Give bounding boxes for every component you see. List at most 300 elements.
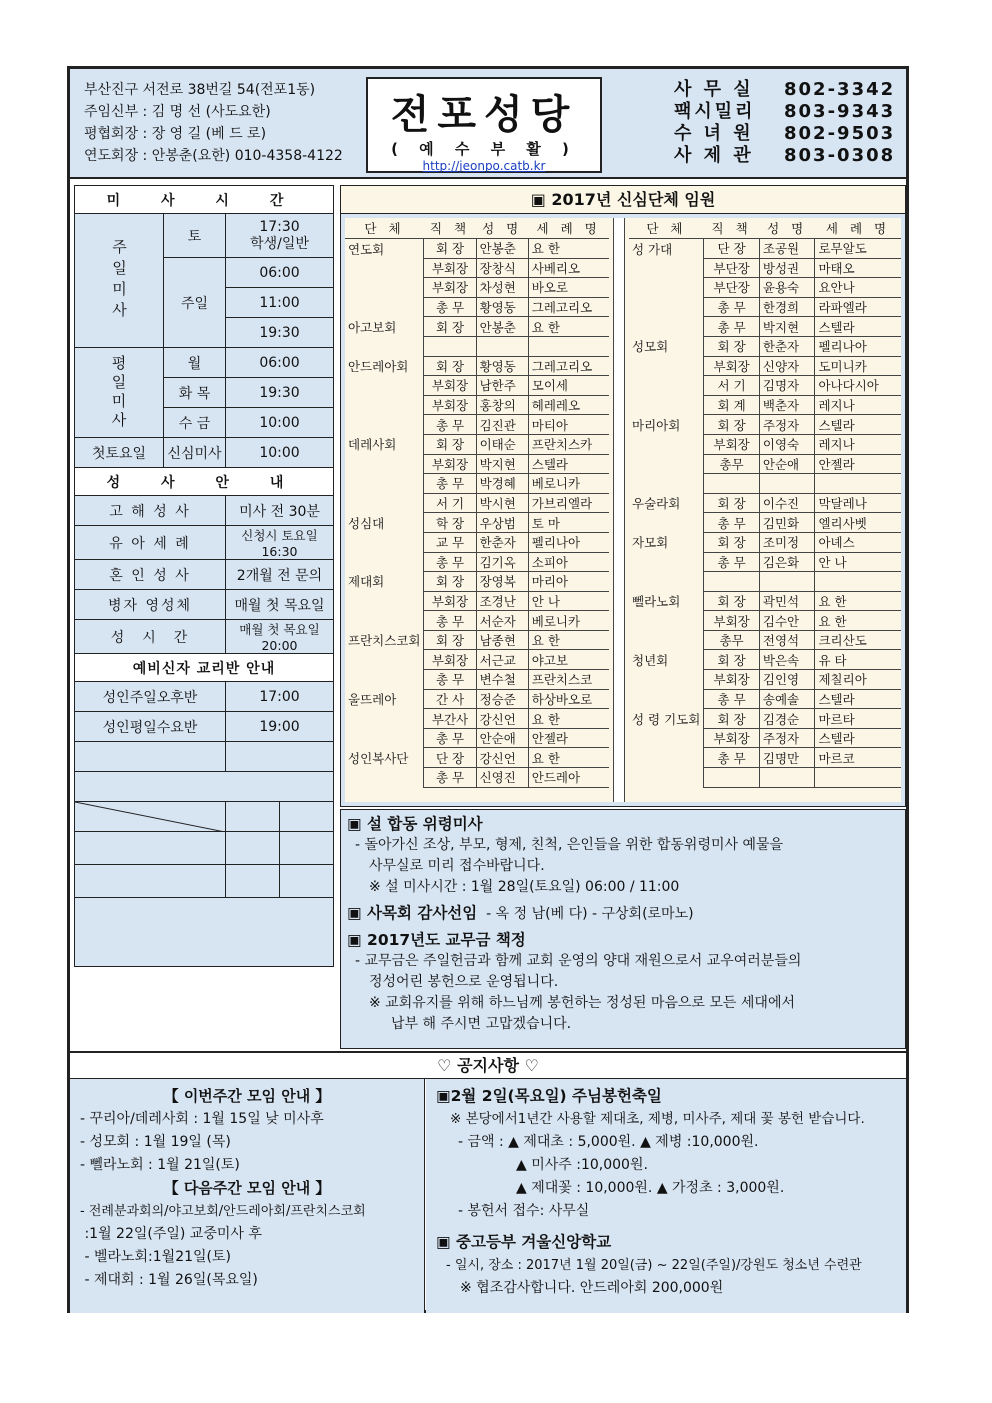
officer-baptismal-name: 스텔라 <box>815 689 901 709</box>
officer-row <box>345 591 609 611</box>
sacrament-name: 병자 영성체 <box>75 590 226 620</box>
empty-cell <box>75 832 226 865</box>
event-text: ▲ 제대꽃 : 10,000원. ▲ 가정초 : 3,000원. <box>516 1180 785 1196</box>
officer-row <box>629 532 901 552</box>
officer-baptismal-name: 요 한 <box>528 317 609 337</box>
weekday-time: 06:00 <box>226 348 334 378</box>
officer-position: 총 무 <box>424 474 476 494</box>
catechumen-title: 예비신자 교리반 안내 <box>75 654 334 682</box>
event-text: - 봉헌서 접수: 사무실 <box>458 1203 590 1219</box>
empty-cell <box>75 772 334 802</box>
officer-name: 남한주 <box>476 376 528 396</box>
officer-row <box>345 709 609 729</box>
officer-group: 성 가대 <box>632 241 673 257</box>
officer-row <box>345 434 609 454</box>
officer-baptismal-name: 프란치스카 <box>528 434 609 454</box>
officer-name: 조공원 <box>759 239 815 259</box>
empty-cell <box>226 742 334 772</box>
officer-baptismal-name: 사베리오 <box>528 258 609 278</box>
contact-row: 수 녀 원 802-9503 <box>674 123 896 144</box>
officer-row <box>345 532 609 552</box>
officer-row <box>629 434 901 454</box>
officer-position: 총 무 <box>704 297 760 317</box>
event-text: ▲ 미사주 :10,000원. <box>516 1157 648 1173</box>
weekday-day: 수 금 <box>164 408 226 438</box>
officer-group <box>345 376 424 396</box>
liturgical-season: ( 예 수 부 활 ) <box>391 140 577 158</box>
officer-group: 제대회 <box>348 574 385 590</box>
officer-position: 부단장 <box>704 278 760 298</box>
officer-baptismal-name: 안젤라 <box>815 454 901 474</box>
officer-position: 회 장 <box>704 709 760 729</box>
officer-position: 부회장 <box>704 434 760 454</box>
mass-title: 미 사 시 간 <box>75 186 334 214</box>
officer-baptismal-name: 제칠리아 <box>815 670 901 690</box>
officer-name: 차성현 <box>476 278 528 298</box>
officer-row <box>345 513 609 533</box>
header-position: 직 책 <box>704 218 760 239</box>
officer-group: 우술라회 <box>632 496 681 512</box>
sun-time: 19:30 <box>226 318 334 348</box>
header-baptismal: 세 례 명 <box>815 218 901 239</box>
officer-group <box>345 728 424 748</box>
officer-row <box>629 297 901 317</box>
officer-position: 총무 <box>704 630 760 650</box>
officer-group <box>629 572 704 592</box>
officer-name: 곽민석 <box>759 591 815 611</box>
officer-baptismal-name: 스텔라 <box>815 728 901 748</box>
officer-baptismal-name: 그레고리오 <box>528 297 609 317</box>
events-panel <box>426 1079 906 1313</box>
officer-baptismal-name: 안 나 <box>815 552 901 572</box>
officer-name: 김명만 <box>759 748 815 768</box>
weekday-day: 월 <box>164 348 226 378</box>
officer-position: 회 장 <box>424 356 476 376</box>
officer-row <box>629 768 901 788</box>
weekday-mass-label: 평일미사 <box>75 348 164 438</box>
officer-group <box>629 297 704 317</box>
officer-group <box>629 317 704 337</box>
officer-baptismal-name <box>815 474 901 494</box>
officers-table-right <box>629 218 901 788</box>
officer-name: 김경순 <box>759 709 815 729</box>
bulletin-page <box>67 66 909 1313</box>
parish-url-link[interactable]: http://jeonpo.catb.kr <box>422 159 546 173</box>
officer-position: 부회장 <box>704 356 760 376</box>
officer-row <box>345 611 609 631</box>
officer-baptismal-name: 요 한 <box>815 611 901 631</box>
officer-row <box>345 278 609 298</box>
officer-position: 학 장 <box>424 513 476 533</box>
officer-name: 안봉춘 <box>476 239 528 259</box>
notices-panel <box>340 809 906 1049</box>
announcements-title: ♡ 공지사항 ♡ <box>70 1051 906 1079</box>
officer-group: 마리아회 <box>632 417 681 433</box>
officer-row <box>629 552 901 572</box>
officer-name: 방성권 <box>759 258 815 278</box>
officer-baptismal-name: 요안나 <box>815 278 901 298</box>
officer-position <box>704 768 760 788</box>
officer-name: 주정자 <box>759 415 815 435</box>
sacrament-name: 혼 인 성 사 <box>75 560 226 590</box>
first-sat-mass: 신심미사 <box>164 438 226 468</box>
officer-position <box>424 336 476 356</box>
officer-group <box>345 278 424 298</box>
address: 부산진구 서전로 38번길 54(전포1동) <box>84 82 316 98</box>
notice-text: - 돌아가신 조상, 부모, 형제, 친척, 은인들을 위한 합동위령미사 예물을 <box>355 837 784 853</box>
officer-group: 성인복사단 <box>348 750 409 766</box>
officer-name: 안순애 <box>759 454 815 474</box>
parish-info <box>70 69 360 177</box>
sacrament-info: 매월 첫 목요일 <box>226 590 334 620</box>
officer-baptismal-name: 안 나 <box>528 591 609 611</box>
officer-position <box>704 474 760 494</box>
dues-heading: ▣ 2017년도 교무금 책정 <box>347 931 526 949</box>
meetings-panel <box>70 1079 425 1313</box>
empty-cell <box>279 802 333 832</box>
officer-group: 청년회 <box>632 652 669 668</box>
officer-group: 뻴라노회 <box>632 593 681 609</box>
parish-title: 전포성당 <box>390 91 578 138</box>
officer-group <box>345 591 424 611</box>
officer-position: 부회장 <box>704 728 760 748</box>
officer-row <box>345 552 609 572</box>
officer-group <box>629 278 704 298</box>
pastor: 주임신부 : 김 명 선 (사도요한) <box>84 104 271 120</box>
left-column <box>74 185 334 967</box>
officer-name: 우상범 <box>476 513 528 533</box>
officer-baptismal-name: 요 한 <box>528 748 609 768</box>
officer-group <box>345 297 424 317</box>
notice-text: ※ 설 미사시간 : 1월 28일(토요일) 06:00 / 11:00 <box>369 879 680 895</box>
sacrament-name: 고 해 성 사 <box>75 496 226 526</box>
officer-name <box>476 336 528 356</box>
officer-position: 총 무 <box>424 728 476 748</box>
officer-position: 총 무 <box>704 748 760 768</box>
officer-row <box>345 650 609 670</box>
officer-position: 회 장 <box>424 317 476 337</box>
officer-group <box>629 258 704 278</box>
officer-row <box>345 670 609 690</box>
officer-baptismal-name: 프란치스코 <box>528 670 609 690</box>
officer-row <box>345 493 609 513</box>
officer-baptismal-name: 베로니카 <box>528 474 609 494</box>
officer-name: 안봉춘 <box>476 317 528 337</box>
officer-position: 부회장 <box>424 376 476 396</box>
officer-row <box>345 258 609 278</box>
contact-list <box>674 79 904 167</box>
officer-position: 회 장 <box>424 239 476 259</box>
officer-group <box>345 552 424 572</box>
officer-position: 총 무 <box>424 552 476 572</box>
officer-name: 장영복 <box>476 572 528 592</box>
officer-baptismal-name: 베로니카 <box>528 611 609 631</box>
officer-name: 박지현 <box>759 317 815 337</box>
officer-group <box>629 474 704 494</box>
officer-group <box>345 532 424 552</box>
sunday-mass-label: 주일미사 <box>75 214 164 348</box>
officer-row <box>629 415 901 435</box>
officer-baptismal-name: 마태오 <box>815 258 901 278</box>
officer-position: 회 장 <box>704 415 760 435</box>
officer-position: 단 장 <box>704 239 760 259</box>
officer-row <box>629 630 901 650</box>
sacrament-name: 성 시 간 <box>75 620 226 654</box>
empty-cell <box>226 865 280 898</box>
officer-name: 한경희 <box>759 297 815 317</box>
officer-position: 총 무 <box>424 768 476 788</box>
table-divider <box>613 218 625 802</box>
empty-cell <box>75 865 226 898</box>
meeting-item: - 전례분과회의/야고보회/안드레아회/프란치스코회 <box>80 1204 366 1219</box>
header-name: 성 명 <box>476 218 528 239</box>
next-week-heading: 【 다음주간 모임 안내 】 <box>163 1179 331 1197</box>
officer-group <box>629 395 704 415</box>
officer-position: 총무 <box>704 454 760 474</box>
officer-baptismal-name: 야고보 <box>528 650 609 670</box>
officer-baptismal-name: 막달레나 <box>815 493 901 513</box>
officer-group <box>629 611 704 631</box>
contact-row: 사 무 실 802-3342 <box>674 79 896 100</box>
officer-baptismal-name: 바오로 <box>528 278 609 298</box>
officer-row <box>629 709 901 729</box>
officer-name: 서근교 <box>476 650 528 670</box>
officer-row <box>629 258 901 278</box>
officer-position: 부회장 <box>704 670 760 690</box>
mass-schedule-table <box>74 185 334 967</box>
memorial-mass-heading: ▣ 설 합동 위령미사 <box>347 815 483 833</box>
sun-time: 11:00 <box>226 288 334 318</box>
officer-group <box>629 689 704 709</box>
class-name: 성인평일수요반 <box>75 712 226 742</box>
officer-group: 성 령 기도회 <box>632 711 701 727</box>
officer-name: 김은화 <box>759 552 815 572</box>
officer-baptismal-name: 안젤라 <box>528 728 609 748</box>
officer-name: 이영숙 <box>759 434 815 454</box>
diagonal-cell <box>75 802 226 832</box>
officer-name: 주정자 <box>759 728 815 748</box>
officer-baptismal-name: 요 한 <box>528 239 609 259</box>
class-time: 19:00 <box>226 712 334 742</box>
officer-name: 박지현 <box>476 454 528 474</box>
officer-group: 울뜨레아 <box>348 691 397 707</box>
officer-name: 변수철 <box>476 670 528 690</box>
event-text: ※ 협조감사합니다. 안드레아회 200,000원 <box>460 1280 724 1296</box>
officer-name: 강신언 <box>476 709 528 729</box>
officer-baptismal-name: 요 한 <box>528 630 609 650</box>
sat-time: 17:30 <box>259 218 300 235</box>
officer-group: 성모회 <box>632 339 669 355</box>
officer-baptismal-name: 마리아 <box>528 572 609 592</box>
sat-note: 학생/일반 <box>250 235 309 252</box>
officer-name: 남종현 <box>476 630 528 650</box>
officer-baptismal-name: 도미니카 <box>815 356 901 376</box>
officer-name: 김명자 <box>759 376 815 396</box>
officer-name: 황영동 <box>476 297 528 317</box>
officer-position: 총 무 <box>704 317 760 337</box>
empty-cell <box>75 898 334 967</box>
officer-row <box>629 278 901 298</box>
officer-position: 총 무 <box>704 689 760 709</box>
officer-row <box>345 239 609 259</box>
officer-group: 자모회 <box>632 535 669 551</box>
officer-position: 총 무 <box>704 513 760 533</box>
officer-group <box>345 454 424 474</box>
officer-name: 박은속 <box>759 650 815 670</box>
officer-position: 회 장 <box>424 434 476 454</box>
officer-baptismal-name: 유 타 <box>815 650 901 670</box>
officer-row <box>345 689 609 709</box>
meeting-item: - 꾸리아/데레사회 : 1월 15일 낮 미사후 <box>80 1111 324 1127</box>
officer-position: 부간사 <box>424 709 476 729</box>
officer-name: 조경난 <box>476 591 528 611</box>
officer-name: 김진관 <box>476 415 528 435</box>
officer-position: 총 무 <box>424 611 476 631</box>
officer-name: 송예솔 <box>759 689 815 709</box>
meeting-item: - 뻴라노회 : 1월 21일(토) <box>80 1157 240 1173</box>
officer-baptismal-name: 로무알도 <box>815 239 901 259</box>
officer-baptismal-name: 크리산도 <box>815 630 901 650</box>
officer-group <box>629 513 704 533</box>
officer-name: 안순애 <box>476 728 528 748</box>
officer-name: 김기옥 <box>476 552 528 572</box>
officer-position: 부회장 <box>704 611 760 631</box>
officer-name: 김수안 <box>759 611 815 631</box>
officer-position: 부회장 <box>424 650 476 670</box>
officer-baptismal-name: 라파엘라 <box>815 297 901 317</box>
header <box>70 69 906 179</box>
officer-group <box>629 748 704 768</box>
officer-row <box>629 591 901 611</box>
officer-baptismal-name <box>815 572 901 592</box>
officer-row <box>345 415 609 435</box>
header-baptismal: 세 례 명 <box>528 218 609 239</box>
officer-baptismal-name: 마르타 <box>815 709 901 729</box>
notice-text: 사무실로 미리 접수바랍니다. <box>369 858 545 874</box>
event-text: - 일시, 장소 : 2017년 1월 20일(금) ~ 22일(주일)/강원도 청소년 수련관 <box>446 1258 862 1273</box>
officer-row <box>345 748 609 768</box>
officer-name: 이수진 <box>759 493 815 513</box>
officer-row <box>345 376 609 396</box>
officers-grid <box>345 218 901 802</box>
officer-row <box>629 650 901 670</box>
empty-cell <box>279 832 333 865</box>
empty-cell <box>279 865 333 898</box>
officer-name: 한춘자 <box>759 336 815 356</box>
officer-baptismal-name: 헤레레오 <box>528 395 609 415</box>
header-name: 성 명 <box>759 218 815 239</box>
notice-text: 정성어린 봉헌으로 운영됩니다. <box>369 974 559 990</box>
contact-row: 팩시밀리 803-9343 <box>674 101 896 122</box>
officer-position: 총 무 <box>424 415 476 435</box>
officer-baptismal-name: 아녜스 <box>815 532 901 552</box>
meeting-item: :1월 22일(주일) 교중미사 후 <box>80 1226 262 1242</box>
diagonal-line <box>75 802 225 832</box>
header-group: 단 체 <box>345 218 424 239</box>
officer-position: 단 장 <box>424 748 476 768</box>
officer-row <box>629 474 901 494</box>
officer-baptismal-name: 소피아 <box>528 552 609 572</box>
event-text: - 금액 : ▲ 제대초 : 5,000원. ▲ 제병 :10,000원. <box>458 1134 759 1150</box>
officer-position: 부회장 <box>424 258 476 278</box>
officer-position: 부회장 <box>424 395 476 415</box>
officer-group <box>629 728 704 748</box>
officer-name: 정승준 <box>476 689 528 709</box>
sacrament-info: 매월 첫 목요일 20:00 <box>226 620 334 654</box>
officer-group <box>629 356 704 376</box>
officer-group <box>345 768 424 788</box>
officer-name: 황영동 <box>476 356 528 376</box>
officer-name: 장창식 <box>476 258 528 278</box>
officer-row <box>345 630 609 650</box>
event-text: ※ 본당에서1년간 사용할 제대초, 제병, 미사주, 제대 꽃 봉헌 받습니다. <box>450 1111 865 1127</box>
officer-position: 총 무 <box>704 552 760 572</box>
officer-baptismal-name: 펠리나아 <box>815 336 901 356</box>
officer-position: 회 장 <box>704 493 760 513</box>
officer-name: 신영진 <box>476 768 528 788</box>
sacrament-info: 신청시 토요일16:30 <box>226 526 334 560</box>
officer-baptismal-name: 스텔라 <box>815 415 901 435</box>
officer-baptismal-name: 마티아 <box>528 415 609 435</box>
officer-name <box>759 768 815 788</box>
officer-row <box>345 395 609 415</box>
officer-row <box>345 728 609 748</box>
officer-group <box>629 454 704 474</box>
header-position: 직 책 <box>424 218 476 239</box>
officer-row <box>345 474 609 494</box>
weekday-time: 10:00 <box>226 408 334 438</box>
officer-row <box>629 317 901 337</box>
officers-title: ▣ 2017년 신심단체 임원 <box>341 186 905 214</box>
officer-group: 아고보회 <box>348 319 397 335</box>
officer-baptismal-name: 엘리사벳 <box>815 513 901 533</box>
sat-label: 토 <box>164 214 226 258</box>
officer-baptismal-name: 스텔라 <box>528 454 609 474</box>
officers-panel <box>340 185 906 807</box>
officer-row <box>345 297 609 317</box>
officer-group <box>345 650 424 670</box>
officer-group <box>345 493 424 513</box>
officer-row <box>345 768 609 788</box>
winter-school-heading: ▣ 중고등부 겨울신앙학교 <box>436 1233 612 1251</box>
officer-position: 회 장 <box>424 572 476 592</box>
officer-name: 박경혜 <box>476 474 528 494</box>
officer-position: 교 무 <box>424 532 476 552</box>
officer-row <box>629 572 901 592</box>
title-box <box>366 77 602 173</box>
officer-baptismal-name: 스텔라 <box>815 317 901 337</box>
council-chair: 평협회장 : 장 영 길 (베 드 로) <box>84 126 267 142</box>
officer-baptismal-name: 안드레아 <box>528 768 609 788</box>
officer-position: 회 장 <box>704 591 760 611</box>
officer-row <box>629 670 901 690</box>
officer-baptismal-name: 그레고리오 <box>528 356 609 376</box>
officer-position: 총 무 <box>424 670 476 690</box>
officer-position: 부회장 <box>424 454 476 474</box>
notice-text: ※ 교회유지를 위해 하느님께 봉헌하는 정성된 마음으로 모든 세대에서 <box>369 995 796 1011</box>
officer-baptismal-name: 가브리엘라 <box>528 493 609 513</box>
officer-baptismal-name <box>528 336 609 356</box>
empty-cell <box>226 832 280 865</box>
officer-name: 신양자 <box>759 356 815 376</box>
notice-text: 납부 해 주시면 고맙겠습니다. <box>391 1016 572 1032</box>
officer-group <box>345 709 424 729</box>
officer-group <box>345 415 424 435</box>
officer-row <box>629 376 901 396</box>
officer-row <box>629 513 901 533</box>
presentation-feast-heading: ▣2월 2일(목요일) 주님봉헌축일 <box>436 1087 662 1105</box>
officer-baptismal-name <box>815 768 901 788</box>
